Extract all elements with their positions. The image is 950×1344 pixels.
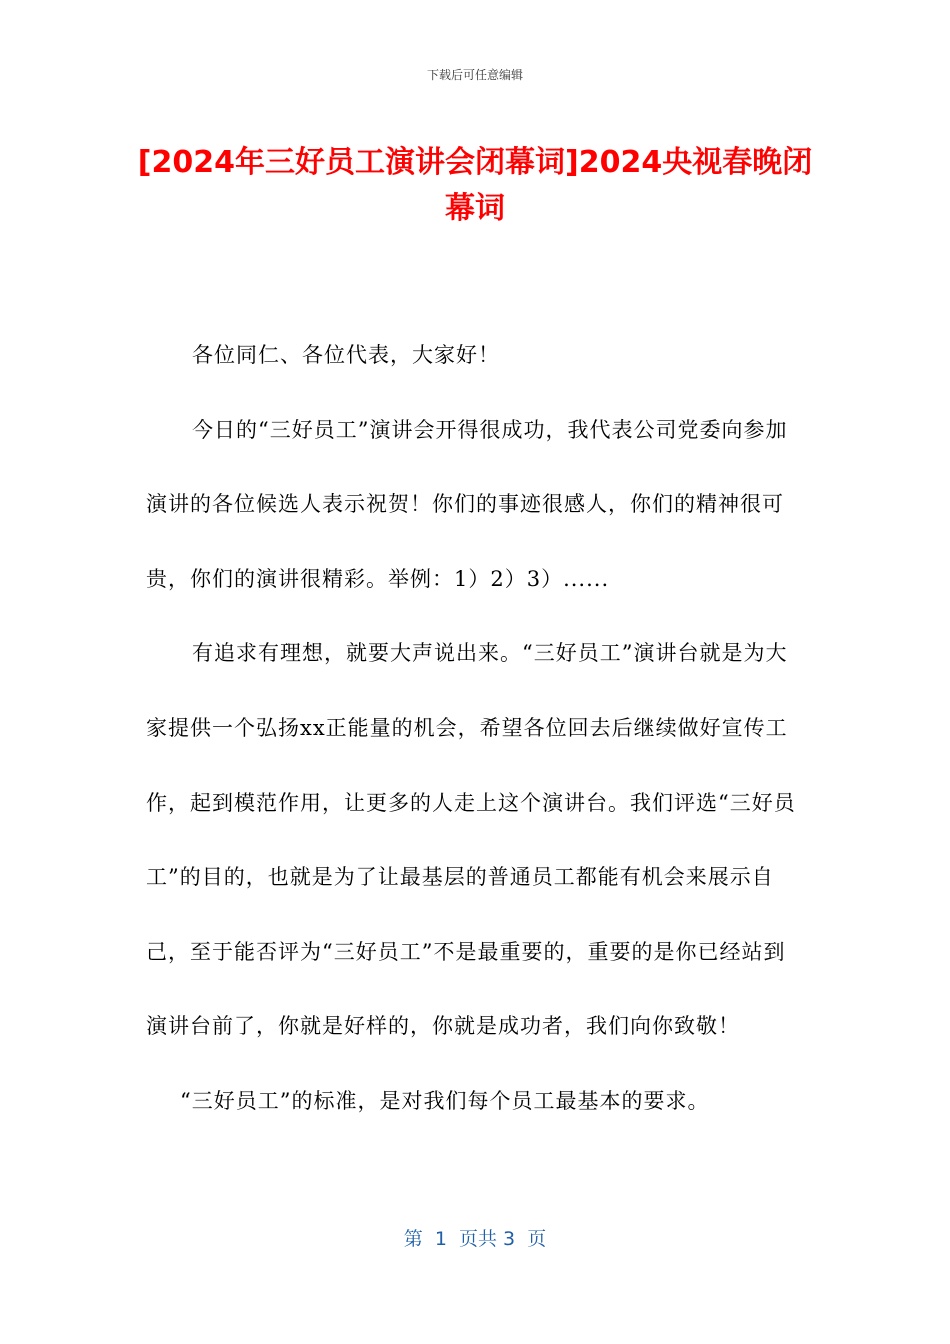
paragraph-purpose: 有追求有理想，就要大声说出来。“三好员工”演讲台就是为大家提供一个弘扬xx正能量的机会，希望各位回去后继续做好宣传工作，起到模范作用，让更多的人走上这个演讲台。我们评选“三好员工”的目的，也就是为了让最基层的普通员工都能有机会来展示自己，至于能否评为“三好员工”不是最重要的，重要的是你已经站到演讲台前了，你就是好样的，你就是成功者，我们向你致敬！ — [146, 641, 796, 1039]
paragraph-greeting: 各位同仁、各位代表，大家好！ — [192, 343, 500, 367]
header-note: 下载后可任意编辑 — [426, 68, 523, 82]
paragraph-standard: “三好员工”的标准，是对我们每个员工最基本的要求。 — [180, 1088, 710, 1113]
page-footer: 第 1 页共 3 页 — [403, 1228, 547, 1250]
document-title: [2024年三好员工演讲会闭幕词]2024央视春晚闭幕词 — [137, 145, 813, 226]
document-body — [146, 318, 806, 1139]
paragraph-congratulations: 今日的“三好员工”演讲会开得很成功，我代表公司党委向参加演讲的各位候选人表示祝贺！你们的事迹很感人，你们的精神很可贵，你们的演讲很精彩。举例：1）2）3）...... — [146, 417, 788, 591]
